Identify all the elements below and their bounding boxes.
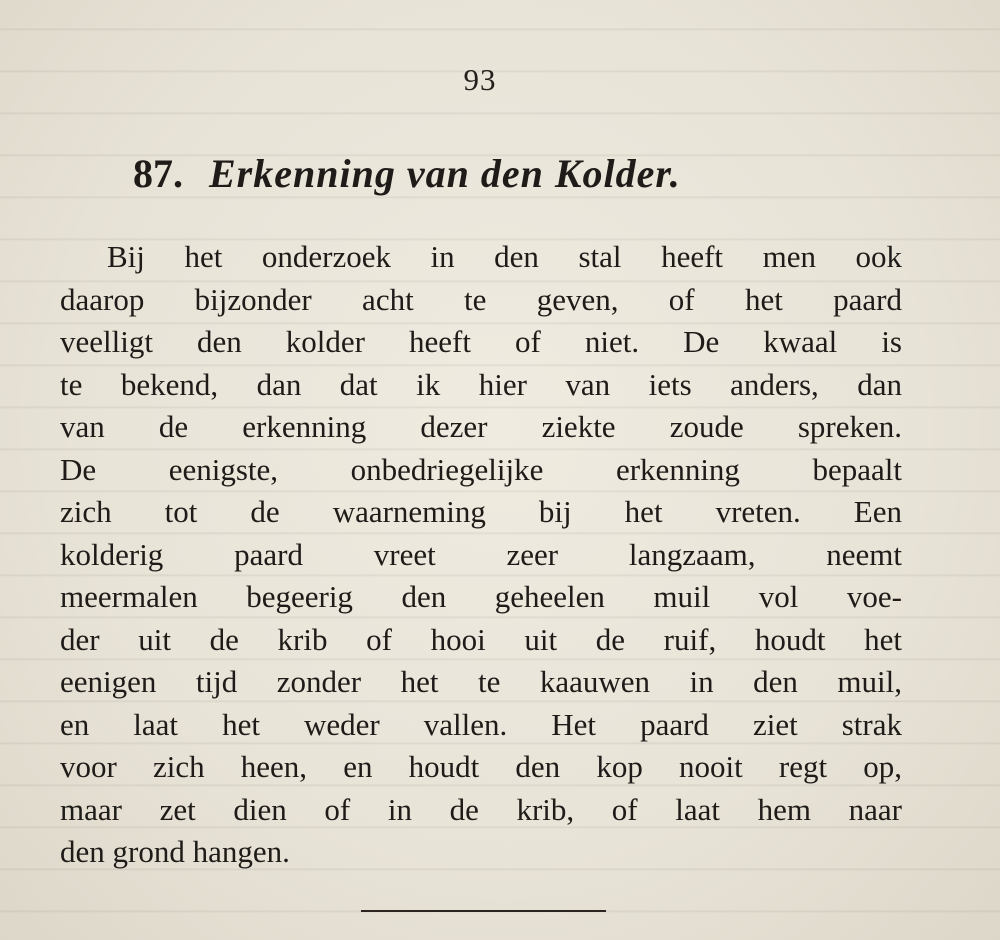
text-line: der uit de krib of hooi uit de ruif, houdt het	[60, 621, 902, 657]
section-number: 87.	[133, 151, 183, 196]
section-heading	[133, 150, 853, 197]
text-line: veelligt den kolder heeft of niet. De kwaal is	[60, 324, 902, 359]
text-line: voor zich heen, en houdt den kop nooit regt op,	[60, 749, 902, 784]
text-line: te bekend, dan dat ik hier van iets anders, dan	[60, 366, 902, 402]
section-title: Erkenning van den Kolder.	[209, 151, 681, 196]
section-divider	[361, 910, 606, 912]
body-text	[60, 236, 902, 874]
text-line: daarop bijzonder acht te geven, of het paard	[60, 281, 902, 317]
text-line: maar zet dien of in de krib, of laat hem naar	[60, 791, 902, 827]
page-number: 93	[463, 62, 497, 97]
text-line: Bij het onderzoek in den stal heeft men ook	[107, 239, 902, 274]
text-line: eenigen tijd zonder het te kaauwen in den muil,	[60, 664, 902, 699]
text-line: den grond hangen.	[60, 834, 290, 869]
text-line: De eenigste, onbedriegelijke erkenning bepaalt	[60, 451, 902, 487]
text-line: zich tot de waarneming bij het vreten. Een	[60, 494, 902, 529]
text-line: en laat het weder vallen. Het paard ziet strak	[60, 706, 902, 742]
text-line: kolderig paard vreet zeer langzaam, neemt	[60, 536, 902, 572]
text-line: van de erkenning dezer ziekte zoude spreken.	[60, 409, 902, 444]
text-line: meermalen begeerig den geheelen muil vol voe-	[60, 579, 902, 614]
